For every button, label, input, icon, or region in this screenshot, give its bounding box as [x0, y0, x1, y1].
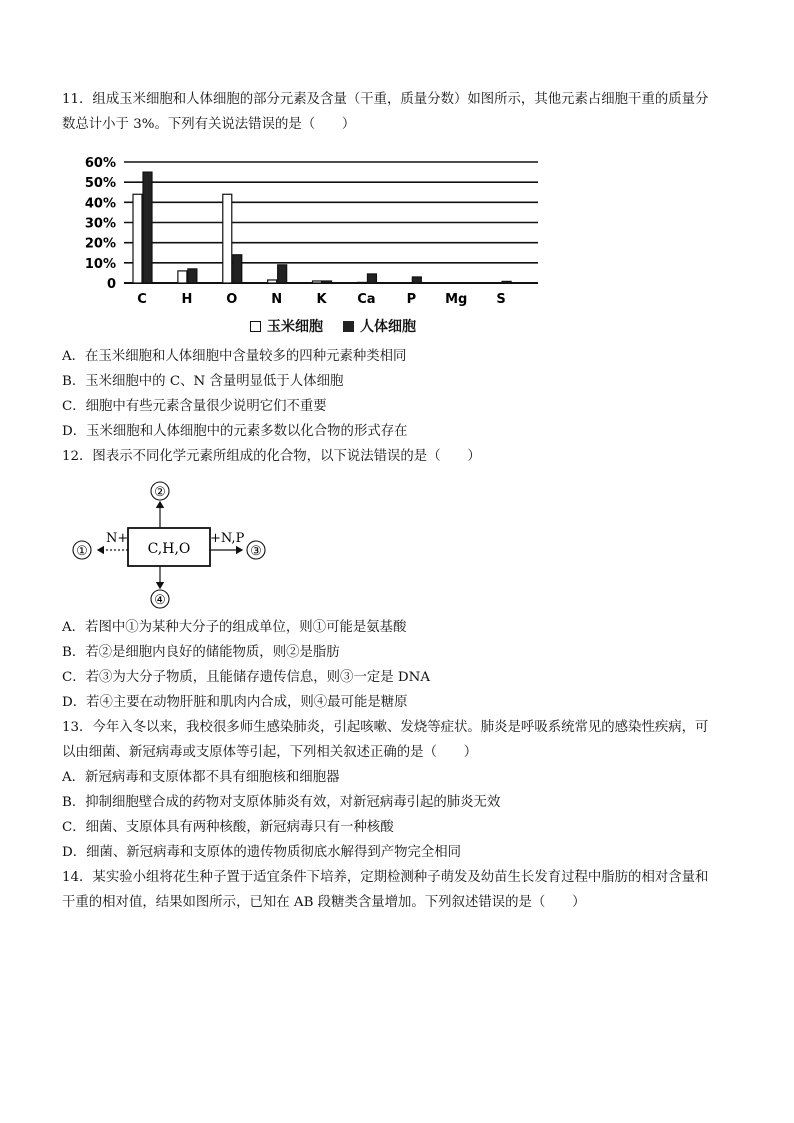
x-tick-label: S: [496, 292, 506, 307]
q13-stem-line1: 13．今年入冬以来，我校很多师生感染肺炎，引起咳嗽、发烧等症状。肺炎是呼吸系统常见的感染性疾病，可: [62, 720, 709, 735]
q12-option-c: C．若③为大分子物质，且能储存遗传信息，则③一定是 DNA: [62, 670, 430, 685]
bar-human: [188, 269, 197, 283]
q13-option-c: C．细菌、支原体具有两种核酸，新冠病毒只有一种核酸: [62, 820, 394, 835]
x-tick-label: N: [271, 292, 283, 307]
compound-element-diagram: [70, 478, 280, 614]
y-tick-label: 50%: [84, 176, 116, 192]
q14-stem-line1: 14．某实验小组将花生种子置于适宜条件下培养，定期检测种子萌发及幼苗生长发育过程中脂肪的相对含量和: [62, 870, 709, 885]
q13-option-b: B．抑制细胞壁合成的药物对支原体肺炎有效，对新冠病毒引起的肺炎无效: [62, 795, 501, 810]
x-tick-label: Mg: [445, 292, 468, 307]
bar-corn: [268, 280, 277, 283]
q11-option-b: B．玉米细胞中的 C、N 含量明显低于人体细胞: [62, 374, 344, 389]
x-tick-label: P: [406, 292, 417, 307]
x-tick-label: C: [137, 292, 147, 307]
node-3-label: ③: [250, 544, 262, 559]
q12-option-b: B．若②是细胞内良好的储能物质，则②是脂肪: [62, 645, 340, 660]
x-tick-label: H: [181, 292, 193, 307]
bar-human: [233, 255, 242, 283]
y-tick-label: 20%: [84, 236, 116, 252]
left-arrow-label: N+: [106, 531, 129, 546]
bar-human: [412, 277, 421, 283]
bar-human: [143, 172, 152, 283]
y-tick-label: 60%: [84, 156, 116, 171]
x-tick-label: K: [316, 292, 327, 307]
q12-option-a: A．若图中①为某种大分子的组成单位，则①可能是氨基酸: [62, 620, 407, 635]
right-arrow-label: +N,P: [210, 531, 245, 546]
q13-option-d: D．细菌、新冠病毒和支原体的遗传物质彻底水解得到产物完全相同: [62, 845, 462, 860]
q11-option-c: C．细胞中有些元素含量很少说明它们不重要: [62, 399, 327, 414]
x-tick-label: O: [226, 292, 238, 307]
q14-stem-line2: 干重的相对值，结果如图所示，已知在 AB 段糖类含量增加。下列叙述错误的是（ ）: [62, 895, 586, 910]
bar-corn: [313, 281, 322, 283]
element-content-bar-chart: [76, 150, 546, 310]
q11-stem-line1: 11．组成玉米细胞和人体细胞的部分元素及含量（干重，质量分数）如图所示，其他元素占细胞干重的质量分: [62, 92, 709, 107]
node-2-label: ②: [154, 485, 166, 500]
y-tick-label: 30%: [84, 216, 116, 232]
q11-option-a: A．在玉米细胞和人体细胞中含量较多的四种元素种类相同: [62, 349, 407, 364]
y-tick-label: 0: [106, 277, 116, 292]
bar-human: [323, 281, 332, 283]
bar-human: [367, 274, 376, 283]
bar-corn: [133, 194, 142, 283]
legend-label-corn: 玉米细胞: [267, 319, 323, 335]
x-tick-label: Ca: [357, 292, 376, 307]
node-1-label: ①: [76, 544, 88, 559]
bar-human: [278, 265, 287, 283]
bar-corn: [357, 282, 366, 283]
bar-corn: [223, 194, 232, 283]
legend-swatch-human: [343, 321, 354, 332]
node-4-label: ④: [154, 593, 166, 608]
q12-stem: 12．图表示不同化学元素所组成的化合物，以下说法错误的是（ ）: [62, 449, 481, 464]
legend-swatch-corn: [250, 321, 261, 332]
bar-human: [502, 281, 511, 283]
bar-corn: [178, 271, 187, 283]
chart-legend: [250, 316, 416, 336]
q13-stem-line2: 以由细菌、新冠病毒或支原体等引起，下列相关叙述正确的是（ ）: [62, 745, 478, 760]
q11-stem-line2: 数总计小于 3%。下列有关说法错误的是（ ）: [62, 117, 356, 132]
q12-option-d: D．若④主要在动物肝脏和肌肉内合成，则④最可能是糖原: [62, 695, 408, 710]
q11-option-d: D．玉米细胞和人体细胞中的元素多数以化合物的形式存在: [62, 424, 408, 439]
legend-label-human: 人体细胞: [360, 319, 416, 335]
center-label: C,H,O: [147, 541, 191, 557]
y-tick-label: 40%: [84, 196, 116, 212]
y-tick-label: 10%: [84, 256, 116, 272]
q13-option-a: A．新冠病毒和支原体都不具有细胞核和细胞器: [62, 770, 340, 785]
